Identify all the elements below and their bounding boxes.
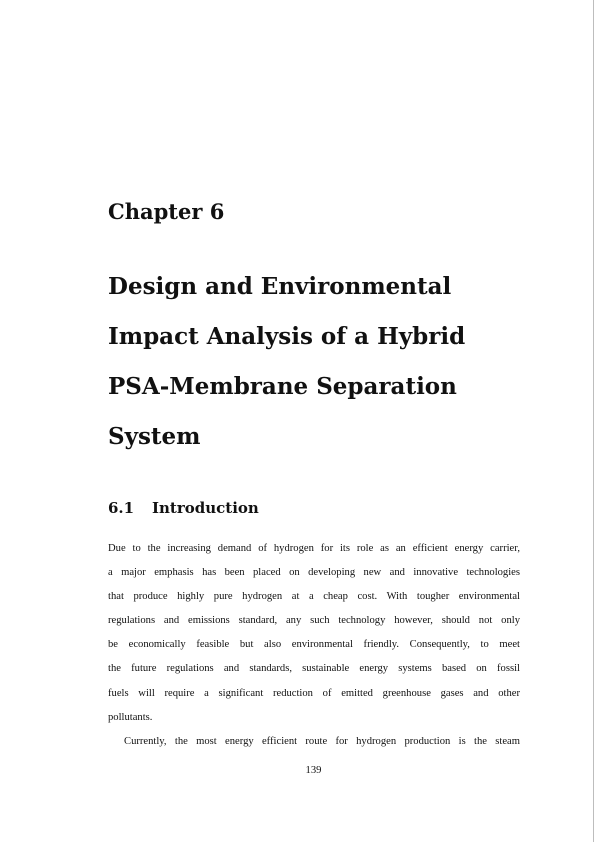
paragraph-line: that produce highly pure hydrogen at a cheap cost. With tougher environmental [108,591,520,603]
section-number: 6.1 [108,499,135,517]
section-heading [108,497,259,519]
section-title: Introduction [152,499,259,517]
chapter-title-line: Impact Analysis of a Hybrid [108,323,466,350]
paragraph-line: fuels will require a significant reduction of emitted greenhouse gases and other [108,687,520,699]
paragraph-line: Currently, the most energy efficient route for hydrogen production is the steam [124,735,520,747]
chapter-title [108,262,528,462]
paragraph-line: a major emphasis has been placed on developing new and innovative technologies [108,567,520,579]
paragraph-line: be economically feasible but also environmental friendly. Consequently, to meet [108,639,520,651]
paragraph-line: regulations and emissions standard, any such technology however, should not only [108,615,520,627]
body-text [108,537,520,754]
chapter-title-line: PSA-Membrane Separation [108,373,457,400]
chapter-title-line: Design and Environmental [108,273,452,300]
chapter-label: Chapter 6 [108,199,225,224]
chapter-title-line: System [108,423,201,450]
page-number: 139 [305,765,322,776]
paragraph-line: Due to the increasing demand of hydrogen for its role as an efficient energy carrier, [108,543,520,554]
paragraph-line: pollutants. [108,711,153,723]
page-edge-line [593,0,594,842]
paragraph-line: the future regulations and standards, sustainable energy systems based on fossil [108,663,520,675]
